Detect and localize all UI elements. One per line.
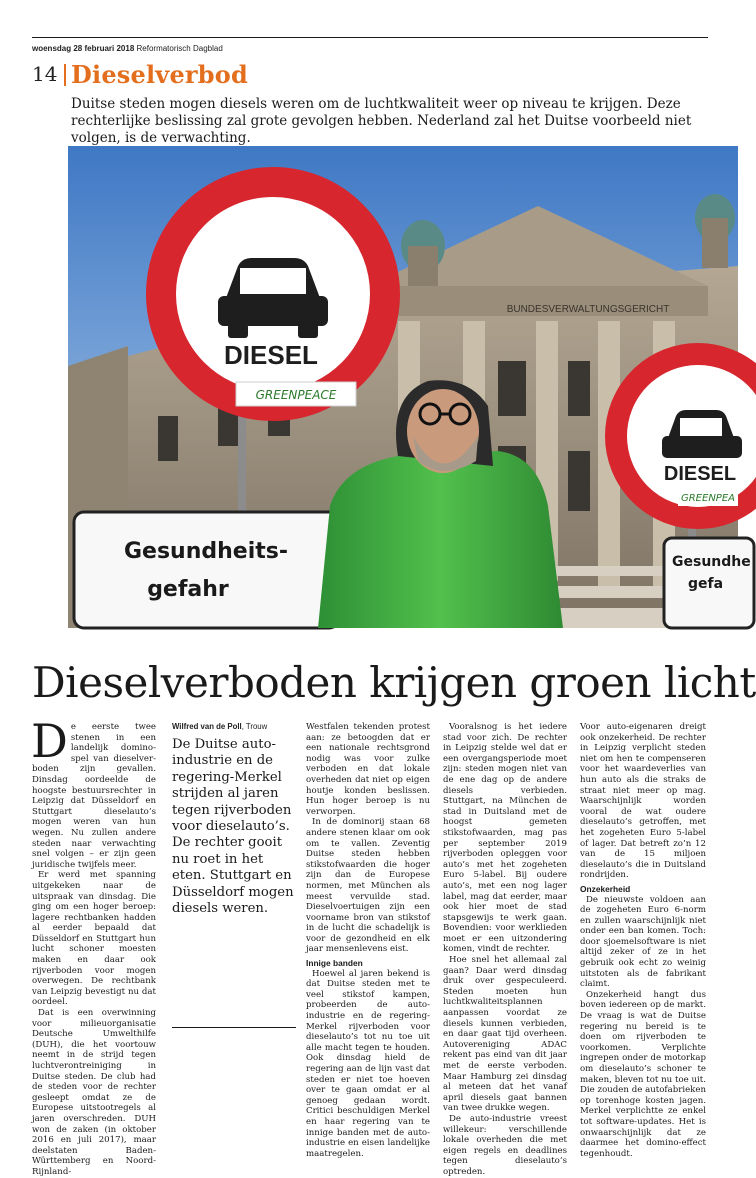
dateline [32, 44, 223, 53]
byline-source: Trouw [245, 722, 268, 731]
col4-para3: De auto-industrie vreest willekeur: verschillende lokale overheden die met eigen regels en deadlines tegen dieselauto’s optreden. [443, 1113, 567, 1177]
col3-para2: In de dominorij staan 68 andere stenen klaar om ook om te vallen. Zeventig Duitse steden hebben stikstofwaarden die hoger zijn dan de Europese normen, met München als meest vervuilde stad. Dieselvoertuigen zijn een voorname bron van stikstof in de lucht die schadelijk is voor de gezondheid en elk jaar mensenlevens eist. [306, 817, 430, 955]
col1-line2: een landelijk domino- [70, 732, 156, 754]
col1-line3: spel van dieselver- [70, 753, 156, 764]
page-number-divider [64, 64, 66, 86]
article-column-3 [306, 722, 430, 1159]
intro-text: Duitse steden mogen diesels weren om de luchtkwaliteit weer op niveau te krijgen. Deze rechterlijke beslissing zal grote gevolgen hebben. Nederland zal het Duitse voorbeeld niet volgen, is de verwachting. [71, 96, 692, 146]
photo-illustration [68, 146, 751, 628]
article-photo [68, 146, 751, 628]
col5-para3: Onzekerheid hangt dus boven iedereen op de markt. De vraag is wat de Duitse regering nu bereid is te doen om rijverboden te voorkomen. Verplichte ingrepen onder de motorkap om dieselauto’s schoner te maken, bleven tot nu toe uit. Die zouden de autofabrieken op torenhoge kosten jagen. Merkel verplichtte ze enkel tot software-updates. Het is onwaarschijnlijk dat ze daarmee het domino-effect tegenhoudt. [580, 989, 706, 1159]
article-column-1 [31, 714, 157, 1178]
pull-quote: De Duitse auto-industrie en de regering-Merkel strijden al jaren tegen rijverboden voor dieselauto’s. De rechter gooit nu roet in het eten. Stuttgart en Düsseldorf mogen diesels weren. [172, 737, 294, 917]
plate-text-line2: gefahr [147, 577, 229, 602]
plate-text-line1: Gesundheits- [123, 539, 289, 564]
health-hazard-plate [74, 512, 339, 628]
right-plate-line2: gefa [688, 576, 724, 592]
subheading-innige-banden: Innige banden [306, 958, 363, 969]
greenpeace-sticker: GREENPEACE [255, 388, 337, 402]
right-sign-label: DIESEL [663, 463, 737, 485]
col1-line5: Dinsdag oordeelde [32, 774, 129, 785]
col1-line1: e eerste twee stenen in [70, 722, 156, 743]
section-title: Dieselverbod [71, 60, 248, 89]
page-number: 14 [32, 62, 58, 86]
col4-para2: Hoe snel het allemaal zal gaan? Daar werd dinsdag druk over gespeculeerd. Steden moeten hun luchtkwaliteitsplannen aanpassen voordat ze diesels kunnen verbieden, en daar gaat tijd overheen. Autovereniging ADAC rekent pas eind van dit jaar met de eerste verboden. Maar Hamburg zei dinsdag al meteen dat het vanaf april diesels gaat bannen van twee drukke wegen. [443, 955, 567, 1114]
col1-para1: de hoogste bestuursrechter in Leipzig dat Düsseldorf en Stuttgart dieselauto’s mogen weren van hun wegen. Nu zullen andere steden naar verwachting snel volgen – er zijn geen juridische twijfels meer. [32, 774, 157, 870]
pull-quote-rule [172, 1027, 296, 1028]
article-headline: Dieselverboden krijgen groen licht [32, 658, 756, 707]
issue-date: woensdag 28 februari 2018 [32, 44, 135, 53]
top-rule [32, 37, 708, 38]
article-column-4 [443, 722, 567, 1178]
col1-line4: boden zijn gevallen. [32, 764, 156, 775]
col4-para1: Vooralsnog is het iedere stad voor zich. De rechter in Leipzig stelde wel dat er een overgangsperiode moet zijn: steden mogen niet van de ene dag op de andere diesels verbieden. Stuttgart, na München de stad in Duitsland met de hoogst gemeten stikstofwaarden, mag pas per september 2019 rijverboden opleggen voor auto’s met het zogeheten Euro 5-label. Bij oudere auto’s, met een nog lager label, mag dat eerder, maar ook hier moet de stad stapsgewijs te werk gaan. Bovendien: voor werklieden moet er een uitzondering komen, vindt de rechter. [443, 722, 567, 955]
col3-para3: Hoewel al jaren bekend is dat Duitse steden met te veel stikstof kampen, probeerden de auto-industrie en de regering-Merkel rijverboden voor dieselauto’s tot nu toe uit alle macht tegen te houden. Ook dinsdag hield de regering aan de lijn vast dat steden er niet toe hoeven over te gaan omdat er al genoeg gedaan wordt. Critici beschuldigen Merkel en haar regering van te innige banden met de auto-industrie en eisen landelijke maatregelen. [306, 968, 430, 1159]
col1-para3: Dat is een overwinning voor milieuorganisatie Deutsche Umwelthilfe (DUH), die het voortouw neemt in de strijd tegen luchtverontreiniging in Duitse steden. De club had de steden voor de rechter gesleept omdat ze de Europese uitstootregels al jaren overschreden. DUH won de zaken (in oktober 2016 en juli 2017), maar deelstaten Baden-Württemberg en Noord-Rijnland- [32, 1008, 156, 1177]
col1-para2: Er werd met spanning uitgekeken naar de uitspraak van dinsdag. Die ging om een hoger beroep: lagere rechtbanken hadden al eerder bepaald dat Düsseldorf en Stuttgart hun lucht schoner moesten maken en daar ook rijverboden voor mogen overwegen. De rechtbank van Leipzig bevestigt nu dat oordeel. [32, 870, 156, 1008]
drop-cap: D [31, 714, 68, 768]
article-column-5 [580, 722, 706, 1159]
col5-para2: De nieuwste voldoen aan de zogeheten Euro 6-norm en zullen waarschijnlijk niet onder een ban komen. Toch: door sjoemelsoftware is niet altijd zeker of ze in het gebruik ook echt zo weinig uitstoten als de fabrikant claimt. [580, 894, 706, 990]
right-plate-line1: Gesundhe [672, 554, 751, 570]
author-name: Wilfred van de Poll [172, 722, 242, 731]
newspaper-name: Reformatorisch Dagblad [136, 44, 223, 53]
col3-para1: Westfalen tekenden protest aan: ze betoogden dat er een nationale rechtsgrond nodig was voor zulke verboden en dat lokale overheden dat niet op eigen houtje konden beslissen. Hun hoger beroep is nu verworpen. [306, 722, 430, 817]
subheading-onzekerheid: Onzekerheid [580, 883, 631, 894]
building-inscription: BUNDESVERWALTUNGSGERICHT [506, 304, 670, 315]
diesel-sign-label: DIESEL [224, 340, 318, 370]
byline: Wilfred van de Poll, Trouw [172, 722, 268, 731]
col5-para1: Voor auto-eigenaren dreigt ook onzekerheid. De rechter in Leipzig verplicht steden niet om hen te compenseren voor het waardeverlies van hun auto als die straks de straat niet meer op mag. Waarschijnlijk worden vooral de wat oudere dieselauto’s getroffen, met het zogeheten Euro 5-label of lager. Dat betreft zo’n 12 van de 15 miljoen dieselauto’s die in Duitsland rondrijden. [580, 722, 706, 881]
right-sticker: GREENPEA [680, 493, 736, 504]
